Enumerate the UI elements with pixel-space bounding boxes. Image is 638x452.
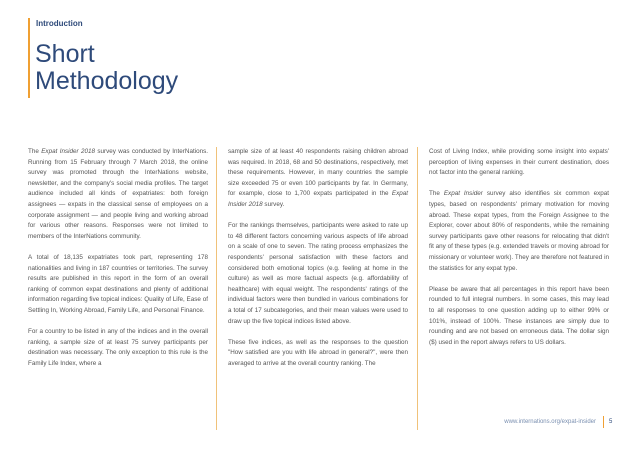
section-label: Introduction [36,19,83,28]
page-title [35,41,178,95]
paragraph: A total of 18,135 expatriates took part, representing 178 nationalities and living in 187 countries or territories. The survey results are published in this report in the form of an overall ranking of common expat destinations and plenty of additional information regarding five topical indices: Quality of Life, Ease of Settling In, Working Abroad, Family Life, and Personal Finance. [28,253,208,314]
footer-url-link[interactable]: www.internations.org/expat-insider [504,419,596,425]
survey-name: Expat Insider 2018 [228,190,408,208]
paragraph: For the rankings themselves, participants were asked to rate up to 48 different factors concerning various aspects of life abroad on a scale of one to seven. The rating process emphasizes the respondents' personal satisfaction with these factors and considered both emotional topics (e.g. feeling at home in the culture) as well as more factual aspects (e.g. affordability of healthcare) with equal weight. The respondents' ratings of the individual factors were then bundled in various combinations for a total of 17 subcategories, and their mean values were used to draw up the five topical indices listed above. [228,222,408,325]
survey-name: Expat Insider 2018 [41,148,95,155]
paragraph: sample size of at least 40 respondents raising children abroad was required. In 2018, 68 and 50 destinations, respectively, met these requirements. However, in many countries the sample size exceeded 75 or even 100 participants by far. In Germany, for example, close to 1,700 expats participated in the Expat Insider 2018 survey. [228,148,408,208]
footer-divider [603,416,604,428]
accent-bar [28,18,30,98]
page-number: 5 [609,419,613,425]
page-title-line2: Methodology [35,67,179,95]
paragraph: For a country to be listed in any of the indices and in the overall ranking, a sample size of at least 75 survey participants per destination was necessary. The only exception to this rule is the Family Life Index, where a [28,328,208,367]
paragraph: Cost of Living Index, while providing some insight into expats' perception of living expenses in their current destination, does not factor into the general ranking. [429,148,609,177]
text-column-1 [28,147,208,380]
paragraph: Please be aware that all percentages in this report have been rounded to full integral numbers. In some cases, this may lead to all responses to one question adding up to either 99% or 101%, instead of 100%. These instances are simply due to rounding and are not based on erroneous data. The dollar sign ($) used in the report always refers to US dollars. [429,285,609,346]
paragraph: The Expat Insider 2018 survey was conducted by InterNations. Running from 15 February through 7 March 2018, the online survey was promoted through the InterNations website, newsletter, and the company's social media profiles. The target audience included all kinds of expatriates: both foreign assignees — expats in the classical sense of employees on a corporate assignment — and people living and working abroad for various other reasons. Responses were not limited to members of the InterNations community. [28,148,209,240]
paragraph: The Expat Insider survey also identifies six common expat types, based on respondents' primary motivation for moving abroad. These expat types, from the Foreign Assignee to the Explorer, cover about 80% of respondents, while the remaining survey participants gave other reasons for relocating that didn't fit any of these types (e.g. extended travels or moving abroad for missionary or volunteer work). They are therefore not featured in the statistics for any expat type. [429,190,609,272]
text-column-2 [228,147,408,380]
column-divider [216,147,217,430]
paragraph: These five indices, as well as the responses to the question "How satisfied are you with life abroad in general?", were then averaged to arrive at the overall country ranking. The [228,338,408,367]
text-column-3 [429,147,609,359]
survey-name: Expat Insider [443,190,483,198]
column-divider [417,147,418,430]
page-title-line1: Short [35,40,95,68]
